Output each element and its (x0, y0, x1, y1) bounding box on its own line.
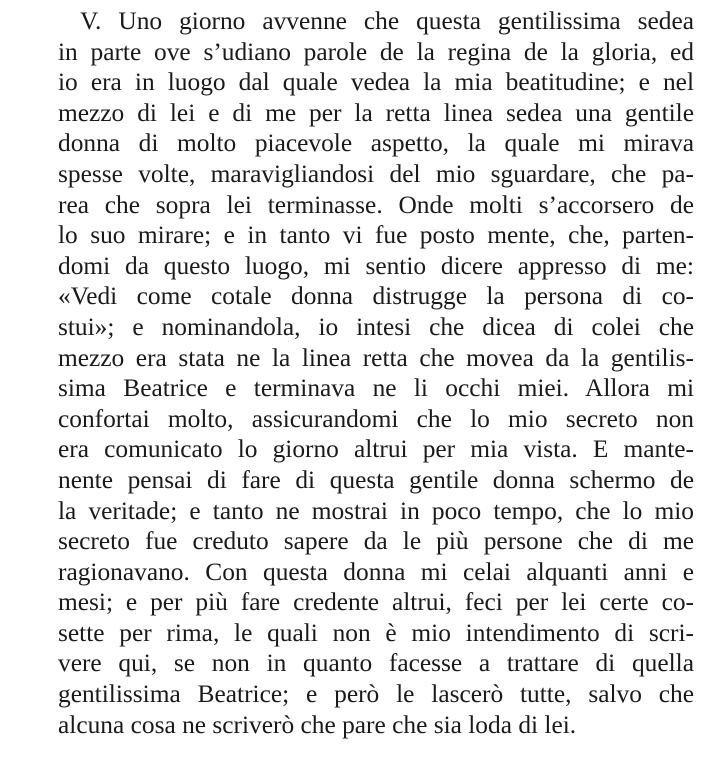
text-line: mezzo di lei e di me per la retta linea sedea una gentile (58, 98, 694, 127)
text-line: era comunicato lo giorno altrui per mia vista. E mante- (58, 435, 694, 464)
text-line: «Vedi come cotale donna distrugge la persona di co- (58, 282, 694, 311)
text-line: vere qui, se non in quanto facesse a trattare di quella (58, 649, 694, 678)
text-line: nente pensai di fare di questa gentile donna schermo de (58, 465, 694, 494)
text-line: domi da questo luogo, mi sentio dicere appresso di me: (58, 251, 694, 280)
text-line: spesse volte, maravigliandosi del mio sguardare, che pa- (58, 159, 694, 188)
text-line: in parte ove s’udiano parole de la regina de la gloria, ed (58, 37, 694, 66)
text-line: mezzo era stata ne la linea retta che movea da la gentilis- (58, 343, 694, 372)
text-line: sima Beatrice e terminava ne li occhi miei. Allora mi (58, 374, 694, 403)
text-line: confortai molto, assicurandomi che lo mio secreto non (58, 404, 694, 433)
text-line: gentilissima Beatrice; e però le lascerò tutte, salvo che (58, 680, 694, 709)
text-line: mesi; e per più fare credente altrui, feci per lei certe co- (58, 588, 694, 617)
text-line: lo suo mirare; e in tanto vi fue posto mente, che, parten- (58, 221, 694, 250)
text-line: stui»; e nominandola, io intesi che dicea di colei che (58, 312, 694, 341)
paragraph-v (58, 6, 694, 740)
text-line: donna di molto piacevole aspetto, la quale mi mirava (58, 129, 694, 158)
text-line: alcuna cosa ne scriverò che pare che sia loda di lei. (58, 710, 577, 739)
text-line: ragionavano. Con questa donna mi celai alquanti anni e (58, 557, 694, 586)
text-line: rea che sopra lei terminasse. Onde molti s’accorsero de (58, 190, 694, 219)
text-line: secreto fue creduto sapere da le più persone che di me (58, 527, 694, 556)
text-line: io era in luogo dal quale vedea la mia beatitudine; e nel (58, 68, 694, 97)
text-line: V. Uno giorno avvenne che questa gentilissima sedea (80, 7, 694, 35)
text-line: la veritade; e tanto ne mostrai in poco tempo, che lo mio (58, 496, 694, 525)
text-line: sette per rima, le quali non è mio intendimento di scri- (58, 618, 694, 647)
